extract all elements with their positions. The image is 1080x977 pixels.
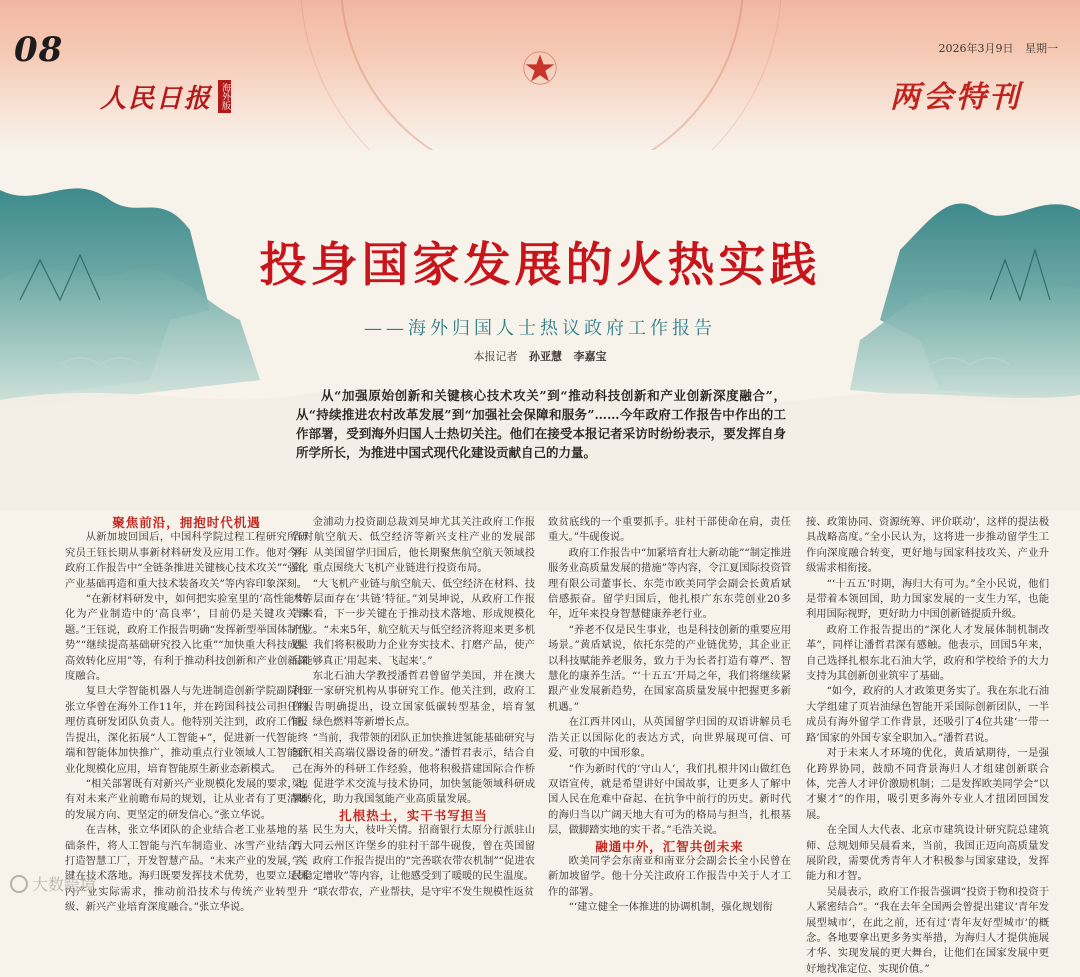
body-paragraph: 政府工作报告中“加紧培育壮大新动能”“制定推进服务业高质量发展的措施”等内容，令江夏国际投资管理有限公司董事长、东莞市欧美同学会副会长黄盾斌倍感振奋。留学归国后，他扎根广东东莞创业20多年，近年来投身智慧健康养老行业。 (548, 546, 791, 621)
masthead-name: 人民日报 (100, 84, 213, 114)
byline-prefix: 本报记者 (473, 350, 518, 363)
date: 2026年3月9日 (938, 42, 1014, 55)
article-column-2 (292, 515, 535, 900)
lede-paragraph: 从“加强原始创新和关键核心技术攻关”到“推动科技创新和产业创新深度融合”，从“持续推进农村改革发展”到“加强社会保障和服务”……今年政府工作报告中作出的工作部署，受到海外归国人士热切关注。他们在接受本报记者采访时纷纷表示，要发挥自身所学所长，为推进中国式现代化建设贡献自己的力量。 (296, 388, 786, 460)
body-paragraph: 金浦动力投资副总裁刘昊坤尤其关注政府工作报告对航空航天、低空经济等新兴支柱产业的发展部署。从美国留学归国后，他长期聚焦航空航天领域投资，重点围绕大飞机产业链进行投资布局。 (292, 516, 535, 575)
watermark-text: 大数跨境 (32, 875, 97, 894)
body-paragraph: “大飞机产业链与航空航天、低空经济在材料、技术等层面存在‘共链’特征。”刘昊坤说，从政府工作报告来看，下一步关键在于推动技术落地、形成规模化产业。“未来5年，航空航天与低空经济将迎来更多机遇。我们将积极助力企业夯实技术、打磨产品，使产品能够真正‘用起来、飞起来’。” (292, 577, 535, 667)
section-heading: 扎根热土，实干书写担当 (339, 807, 488, 823)
body-paragraph: 在全国人大代表、北京市建筑设计研究院总建筑师、总规划师吴晨看来，当前，我国正迈向高质量发展阶段，需要优秀青年人才积极参与国家建设，发挥能力和才智。 (806, 824, 1049, 883)
body-paragraph: 吴晨表示，政府工作报告强调“投资于物和投资于人紧密结合”。“我在去年全国两会曾提出建议‘青年发展型城市’，在此之前，还有过‘青年友好型城市’的概念。各地要拿出更多务实举措，为海归人才提供施展才华、实现发展的更大舞台，让他们在国家发展中更好地找准定位、实现价值。” (806, 885, 1049, 975)
masthead (100, 78, 231, 115)
reporter-name: 孙亚慧 (529, 350, 562, 363)
body-paragraph: 欧美同学会东南亚和南亚分会副会长全小民曾在新加坡留学。他十分关注政府工作报告中关于人才工作的部署。 (548, 854, 791, 898)
body-paragraph: “相关部署既有对新兴产业规模化发展的要求，也有对未来产业前瞻布局的规划，让从业者有了更清晰的发展方向、更坚定的研发信心。”张立华说。 (65, 777, 308, 821)
article-column-4 (806, 515, 1049, 977)
special-section-title: 两会特刊 (890, 80, 1022, 115)
article-column-3 (548, 515, 791, 916)
date-line (931, 40, 1059, 56)
body-paragraph: “养老不仅是民生事业，也是科技创新的重要应用场景。”黄盾斌说，依托东莞的产业链优势，其企业正以科技赋能养老服务，致力于为长者打造有尊严、智慧化的康养生活。“‘十五五’开局之年，我们将继续紧跟产业发展新趋势，在国家高质量发展中把握更多新机遇。” (548, 623, 791, 713)
headline: 投身国家发展的火热实践 (259, 238, 821, 293)
section-heading: 聚焦前沿，拥抱时代机遇 (112, 515, 261, 530)
body-paragraph: 致贫底线的一个重要抓手。驻村干部使命在肩，责任重大。”牛砚俊说。 (548, 516, 791, 544)
body-paragraph: “联农带农，产业帮扶，是守牢不发生规模性返贫 (312, 885, 535, 898)
page-number: 08 (14, 30, 64, 70)
body-paragraph: “‘十五五’时期，海归大有可为。”全小民说，他们是带着本领回国，助力国家发展的一支生力军，也能利用国际视野，更好助力中国创新链提质升级。 (806, 577, 1049, 621)
red-star-icon (522, 50, 558, 86)
body-paragraph: “当前，我带领的团队正加快推进氢能基础研究与氢气相关高端仪器设备的研发。”潘哲君表示，结合自己在海外的科研工作经验，他将积极搭建国际合作桥梁，促进学术交流与技术协同，加快氢能领域科研成果转化，助力我国氢能产业高质量发展。 (292, 731, 535, 806)
watermark-logo-icon (10, 875, 28, 893)
body-paragraph: “作为新时代的‘守山人’，我们扎根井冈山做红色双语宣传，就是希望讲好中国故事，让更多人了解中国人民在危难中奋起、在抗争中前行的历史。新时代的海归当以广阔天地大有可为的格局与担当，扎根基层，做脚踏实地的实干者。”毛浩关说。 (548, 762, 791, 837)
subheadline: ——海外归国人士热议政府工作报告 (364, 318, 716, 339)
body-paragraph: “‘建立健全一体推进的协调机制，强化规划衔 (568, 901, 773, 914)
body-paragraph: 接、政策协同、资源统筹、评价联动’，这样的提法极具战略高度。”全小民认为，这将进一步推动留学生工作向深度融合转变，更好地与国家科技攻关、产业升级需求相衔接。 (806, 516, 1049, 575)
watermark (10, 872, 96, 895)
section-heading: 融通中外，汇智共创未来 (595, 838, 744, 854)
article-column-1 (65, 515, 308, 916)
body-paragraph: 从新加坡回国后，中国科学院过程工程研究所研究员王钰长期从事新材料研发及应用工作。他对今年政府工作报告中“全链条推进关键核心技术攻关”“强化产业基础再造和重大技术装备攻关”等内容印象深刻。 (65, 531, 308, 590)
masthead-edition: 海外版 (218, 80, 231, 113)
body-paragraph: 在吉林，张立华团队的企业结合老工业基地的基础条件，将人工智能与汽车制造业、冰雪产业结合，打造智慧工厂，开发智慧产品。“未来产业的发展，关键在技术落地。海归既要发挥技术优势，也要立足国内产业实际需求，推动前沿技术与传统产业转型升级、新兴产业培育深度融合。”张立华说。 (65, 824, 308, 914)
weekday: 星期一 (1025, 42, 1058, 55)
body-paragraph: 在江西井冈山，从英国留学归国的双语讲解员毛浩关正以国际化的表达方式，向世界展现可信、可爱、可敬的中国形象。 (548, 716, 791, 760)
reporter-name: 李嘉宝 (573, 350, 607, 363)
body-paragraph: 对于未来人才环境的优化，黄盾斌期待，一是强化跨界协同，鼓励不同背景海归人才组建创新联合体，完善人才评价激励机制；二是发挥欧美同学会“以才聚才”的作用，吸引更多海外专业人才扭团回国发展。 (806, 747, 1049, 821)
body-paragraph: “如今，政府的人才政策更务实了。我在东北石油大学组建了页岩油绿色智能开采国际创新团队，一半成员有海外留学工作背景，还吸引了4位共建‘一带一路’国家的外国专家全职加入。”潘哲君说。 (806, 685, 1049, 744)
body-paragraph: 民生为大，枝叶关情。招商银行太原分行派驻山西大同云州区许堡乡的驻村干部牛砚俊，曾在英国留学。政府工作报告提出的“完善联农带农机制”“促进农民稳定增收”等内容，让他感受到了暖暖的民生温度。 (292, 824, 535, 883)
header-band (0, 0, 1080, 150)
body-paragraph: 复旦大学智能机器人与先进制造创新学院副院长张立华曾在海外工作11年，并在跨国科技公司担任物理仿真研发团队负责人。他特别关注到，政府工作报告提出，深化拓展“人工智能+”，促进新一代智能终端和智能体加快推广，推动重点行业领域人工智能商业化规模化应用，培育智能原生新业态新模式。 (65, 685, 308, 775)
body-paragraph: “在新材料研发中，如何把实验室里的‘高性能’转化为产业制造中的‘高良率’，目前仍是关键攻关课题。”王钰说，政府工作报告明确“发挥新型举国体制优势”“继续提高基础研究投入比重”“加快重大科技成果高效转化应用”等，有利于推动科技创新和产业创新深度融合。 (65, 593, 308, 683)
body-paragraph: 政府工作报告提出的“深化人才发展体制机制改革”，同样让潘哲君深有感触。他表示，回国5年来，自己选择扎根东北石油大学，政府和学校给予的大力支持为其创新创业筑牢了基础。 (806, 623, 1049, 683)
byline (0, 348, 1080, 364)
body-paragraph: 东北石油大学教授潘哲君曾留学美国，并在澳大利亚一家研究机构从事研究工作。他关注到，政府工作报告明确提出，设立国家低碳转型基金，培育氢能、绿色燃料等新增长点。 (292, 670, 535, 729)
